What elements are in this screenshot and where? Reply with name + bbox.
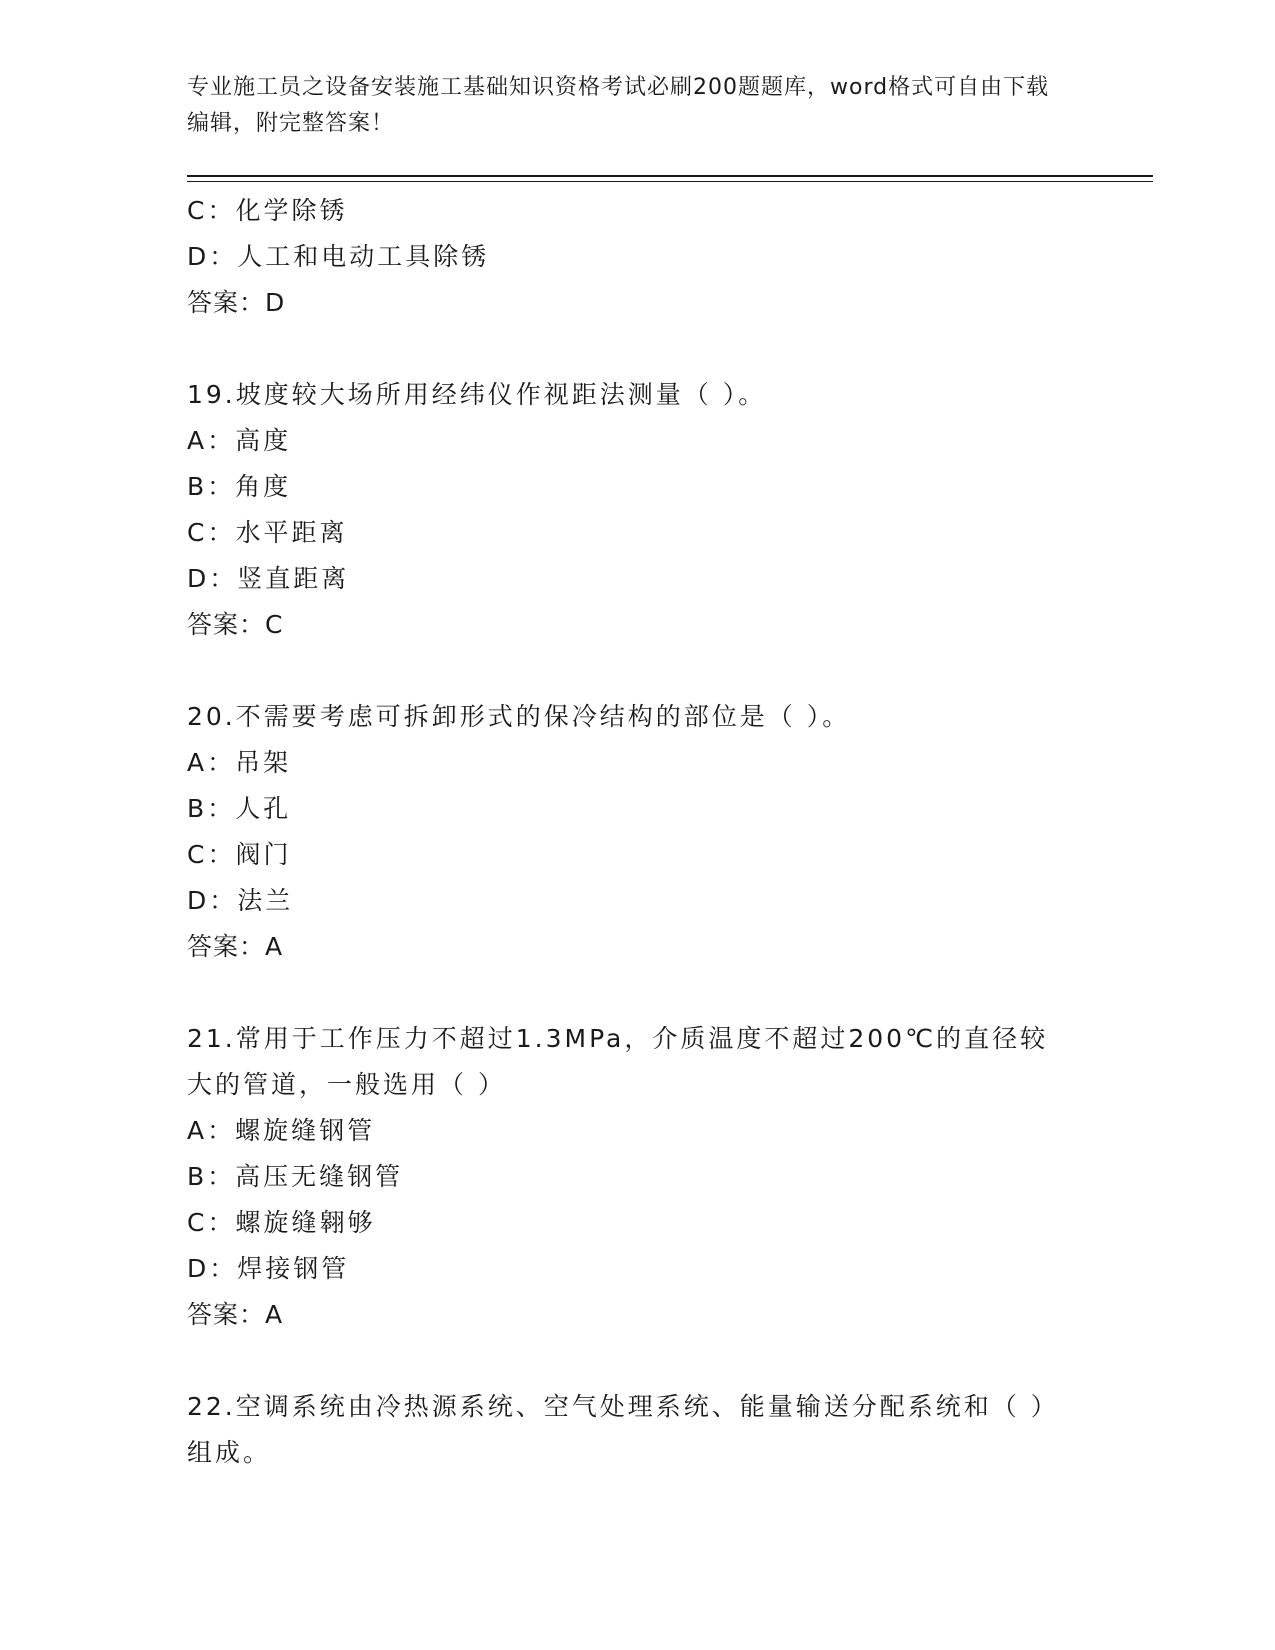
question-stem: 20.不需要考虑可拆卸形式的保冷结构的部位是（ ）。 <box>187 702 851 731</box>
question-stem: 21.常用于工作压力不超过1.3MPa，介质温度不超过200℃的直径较大的管道，一般选用（ ） <box>187 1024 1049 1099</box>
option-text: 高度 <box>235 426 292 455</box>
option-label: C： <box>187 1208 236 1237</box>
option-text: 法兰 <box>237 886 294 915</box>
option-label: B： <box>187 472 236 501</box>
option-d <box>187 556 1107 602</box>
option-text: 人孔 <box>235 794 292 823</box>
option-b <box>187 786 1107 832</box>
spacer <box>187 326 1107 372</box>
answer-line: 答案：A <box>187 932 284 961</box>
answer-line: 答案：C <box>187 610 284 639</box>
question-stem: 22.空调系统由冷热源系统、空气处理系统、能量输送分配系统和（ ）组成。 <box>187 1392 1059 1467</box>
option-text: 螺旋缝翱够 <box>235 1208 376 1237</box>
option-text: 竖直距离 <box>237 564 350 593</box>
option-b <box>187 1154 1107 1200</box>
option-label: C： <box>187 196 236 225</box>
option-text: 阀门 <box>235 840 292 869</box>
option-text: 吊架 <box>235 748 292 777</box>
spacer <box>187 1338 1107 1384</box>
option-text: 角度 <box>235 472 292 501</box>
option-d <box>187 878 1107 924</box>
option-text: 焊接钢管 <box>237 1254 350 1283</box>
option-d <box>187 234 1107 280</box>
option-label: D： <box>187 564 238 593</box>
spacer <box>187 970 1107 1016</box>
header-divider-thick <box>187 175 1153 177</box>
option-label: A： <box>187 748 236 777</box>
option-label: B： <box>187 794 236 823</box>
option-text: 人工和电动工具除锈 <box>237 242 490 271</box>
option-a <box>187 1108 1107 1154</box>
option-d <box>187 1246 1107 1292</box>
header-text: 专业施工员之设备安装施工基础知识资格考试必刷200题题库，word格式可自由下载编辑，附完整答案！ <box>187 75 1050 136</box>
option-label: C： <box>187 840 236 869</box>
answer-line: 答案：D <box>187 288 286 317</box>
answer-line: 答案：A <box>187 1300 284 1329</box>
option-c <box>187 832 1107 878</box>
option-c <box>187 1200 1107 1246</box>
option-b <box>187 464 1107 510</box>
option-c <box>187 188 1107 234</box>
option-label: A： <box>187 426 236 455</box>
option-text: 高压无缝钢管 <box>235 1162 404 1191</box>
option-label: C： <box>187 518 236 547</box>
option-label: B： <box>187 1162 236 1191</box>
option-label: D： <box>187 1254 238 1283</box>
option-a <box>187 418 1107 464</box>
option-text: 螺旋缝钢管 <box>235 1116 376 1145</box>
question-list <box>187 188 1107 1476</box>
header-divider-thin <box>187 181 1153 182</box>
option-label: D： <box>187 886 238 915</box>
document-header <box>187 70 1067 142</box>
option-a <box>187 740 1107 786</box>
option-text: 化学除锈 <box>235 196 348 225</box>
option-label: A： <box>187 1116 236 1145</box>
question-stem: 19.坡度较大场所用经纬仪作视距法测量（ ）。 <box>187 380 767 409</box>
option-c <box>187 510 1107 556</box>
option-text: 水平距离 <box>235 518 348 547</box>
option-label: D： <box>187 242 238 271</box>
spacer <box>187 648 1107 694</box>
